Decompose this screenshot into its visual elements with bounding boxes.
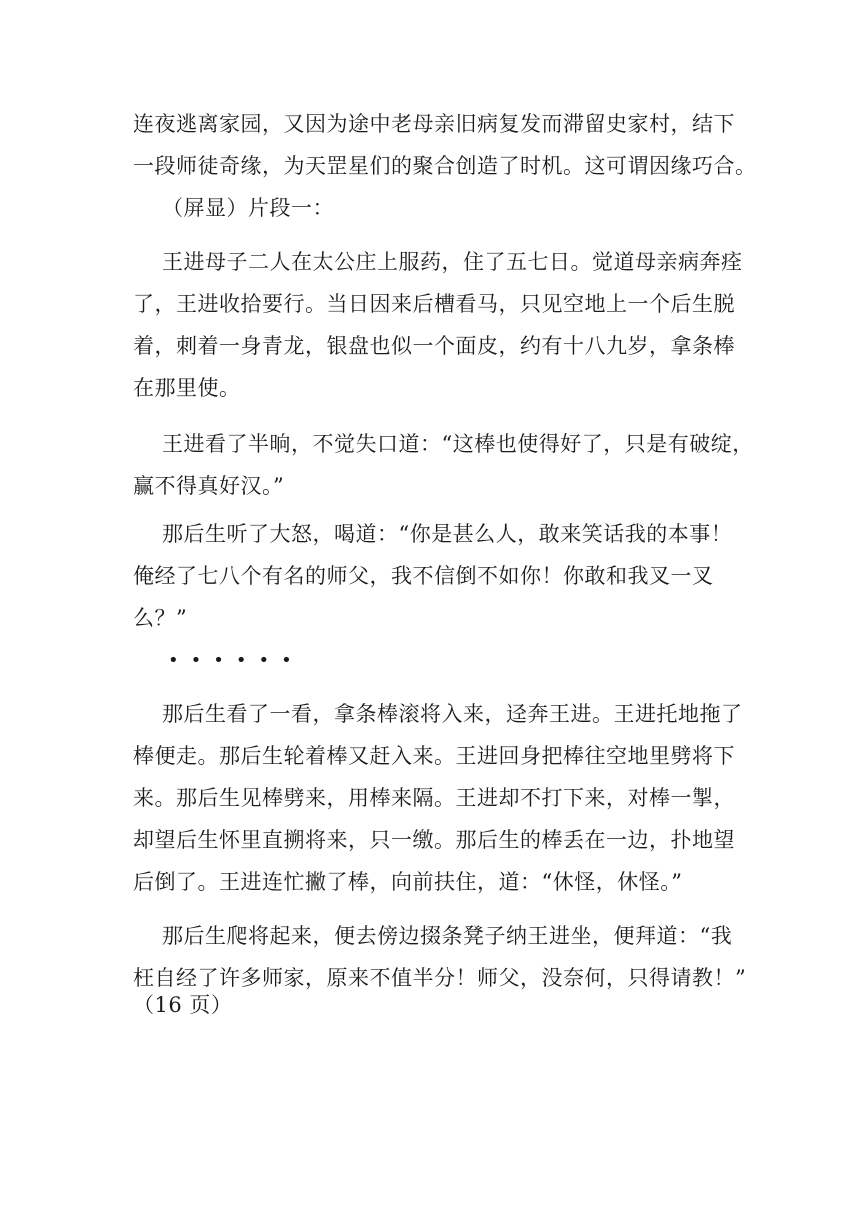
text-line: 后倒了。王进连忙撇了棒，向前扶住，道：“休怪，休怪。”: [133, 870, 683, 894]
text-line: 枉自经了许多师家，原来不值半分！师父，没奈何，只得请教！”: [133, 966, 747, 990]
text-line: 么？”: [133, 606, 188, 630]
text-line: 却望后生怀里直搠将来，只一缴。那后生的棒丢在一边，扑地望: [133, 828, 735, 852]
text-line: 赢不得真好汉。”: [133, 474, 285, 498]
text-line: 着，刺着一身青龙，银盘也似一个面皮，约有十八九岁，拿条棒: [133, 334, 735, 358]
text-line: 那后生爬将起来，便去傍边掇条凳子纳王进坐，便拜道：“我: [162, 924, 733, 948]
text-line: 俺经了七八个有名的师父，我不信倒不如你！你敢和我叉一叉: [133, 564, 714, 588]
ellipsis-dots: ••••••: [168, 650, 304, 671]
text-line: 在那里使。: [133, 376, 241, 400]
text-line: 一段师徒奇缘，为天罡星们的聚合创造了时机。这可谓因缘巧合。: [133, 154, 757, 178]
text-line: 来。那后生见棒劈来，用棒来隔。王进却不打下来，对棒一掣，: [133, 786, 735, 810]
text-line: 王进母子二人在太公庄上服药，住了五七日。觉道母亲病奔痊: [162, 250, 743, 274]
excerpt-paragraph-4: [133, 693, 743, 903]
excerpt-paragraph-2: [133, 423, 754, 507]
text-line: 了，王进收拾要行。当日因来后槽看马，只见空地上一个后生脱: [133, 292, 735, 316]
excerpt-paragraph-1: [133, 241, 743, 409]
text-line: 王进看了半晌，不觉失口道：“这棒也使得好了，只是有破绽，: [162, 432, 754, 456]
page-reference: （16 页）: [133, 993, 233, 1017]
text-line: 那后生看了一看，拿条棒滚将入来，迳奔王进。王进托地拖了: [162, 702, 743, 726]
text-line: 棒便走。那后生轮着棒又赶入来。王进回身把棒往空地里劈将下: [133, 744, 735, 768]
intro-paragraph: [133, 103, 757, 229]
text-line: 连夜逃离家园，又因为途中老母亲旧病复发而滞留史家村，结下: [133, 112, 735, 136]
excerpt-paragraph-3: [133, 513, 733, 639]
text-line: 那后生听了大怒，喝道：“你是甚么人，敢来笑话我的本事！: [162, 522, 733, 546]
screen-label: （屏显）片段一：: [162, 196, 334, 220]
